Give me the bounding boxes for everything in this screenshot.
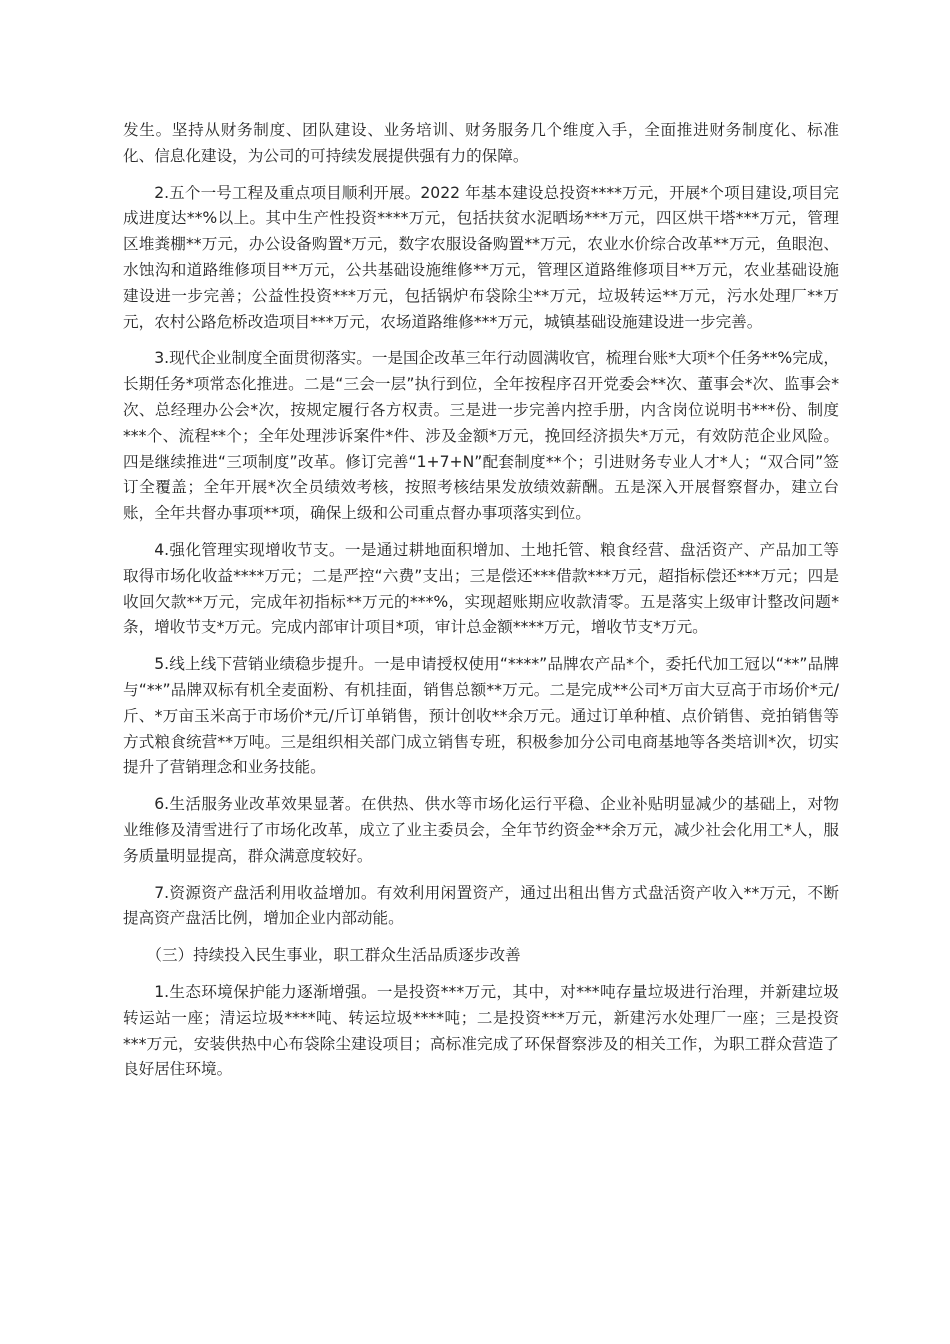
paragraph-item-1-ecology: 1.生态环境保护能力逐渐增强。一是投资***万元，其中，对***吨存量垃圾进行治理，并新建垃圾转运站一座；清运垃圾****吨、转运垃圾****吨；二是投资***万元，新建污水处理厂一座；三是投资***万元，安装供热中心布袋除尘建设项目；高标准完成了环保督察涉及的相关工作，为职工群众营造了良好居住环境。 bbox=[123, 982, 839, 1079]
paragraph-item-6: 6.生活服务业改革效果显著。在供热、供水等市场化运行平稳、企业补贴明显减少的基础上，对物业维修及清雪进行了市场化改革，成立了业主委员会，全年节约资金**余万元，减少社会化用工*人，服务质量明显提高，群众满意度较好。 bbox=[123, 795, 839, 865]
document-page bbox=[123, 118, 839, 1094]
paragraph-item-7: 7.资源资产盘活利用收益增加。有效利用闲置资产，通过出租出售方式盘活资产收入**万元，不断提高资产盘活比例，增加企业内部动能。 bbox=[123, 883, 839, 928]
paragraph-item-3: 3.现代企业制度全面贯彻落实。一是国企改革三年行动圆满收官，梳理台账*大项*个任务**%完成，长期任务*项常态化推进。二是“三会一层”执行到位，全年按程序召开党委会**次、董事会*次、监事会*次、总经理办公会*次，按规定履行各方权责。三是进一步完善内控手册，内含岗位说明书***份、制度***个、流程**个；全年处理涉诉案件*件、涉及金额*万元，挽回经济损失*万元，有效防范企业风险。四是继续推进“三项制度”改革。修订完善“1+7+N”配套制度**个；引进财务专业人才*人；“双合同”签订全覆盖；全年开展*次全员绩效考核，按照考核结果发放绩效薪酬。五是深入开展督察督办，建立台账，全年共督办事项**项，确保上级和公司重点督办事项落实到位。 bbox=[123, 349, 839, 523]
paragraph-continuation: 发生。坚持从财务制度、团队建设、业务培训、财务服务几个维度入手，全面推进财务制度化、标准化、信息化建设，为公司的可持续发展提供强有力的保障。 bbox=[123, 121, 839, 165]
section-heading: （三）持续投入民生事业，职工群众生活品质逐步改善 bbox=[146, 946, 521, 965]
paragraph-item-2: 2.五个一号工程及重点项目顺利开展。2022 年基本建设总投资****万元，开展*个项目建设,项目完成进度达**%以上。其中生产性投资****万元，包括扶贫水泥晒场***万元，四区烘干塔***万元，管理区堆粪棚**万元，办公设备购置*万元，数字农服设备购置**万元，农业水价综合改革**万元，鱼眼泡、水蚀沟和道路维修项目**万元，公共基础设施维修**万元，管理区道路维修项目**万元，农业基础设施建设进一步完善；公益性投资***万元，包括锅炉布袋除尘**万元，垃圾转运**万元，污水处理厂**万元，农村公路危桥改造项目***万元，农场道路维修***万元，城镇基础设施建设进一步完善。 bbox=[123, 183, 839, 331]
paragraph-item-4: 4.强化管理实现增收节支。一是通过耕地面积增加、土地托管、粮食经营、盘活资产、产品加工等取得市场化收益****万元；二是严控“六费”支出；三是偿还***借款***万元，超指标偿还***万元；四是收回欠款**万元，完成年初指标**万元的***%，实现超账期应收款清零。五是落实上级审计整改问题*条，增收节支*万元。完成内部审计项目*项，审计总金额****万元，增收节支*万元。 bbox=[123, 540, 839, 637]
paragraph-item-5: 5.线上线下营销业绩稳步提升。一是申请授权使用“****”品牌农产品*个，委托代加工冠以“**”品牌与“**”品牌双标有机全麦面粉、有机挂面，销售总额**万元。二是完成**公司*万亩大豆高于市场价*元/斤、*万亩玉米高于市场价*元/斤订单销售，预计创收**余万元。通过订单种植、点价销售、竞拍销售等方式粮食统营**万吨。三是组织相关部门成立销售专班，积极参加分公司电商基地等各类培训*次，切实提升了营销理念和业务技能。 bbox=[123, 655, 839, 777]
